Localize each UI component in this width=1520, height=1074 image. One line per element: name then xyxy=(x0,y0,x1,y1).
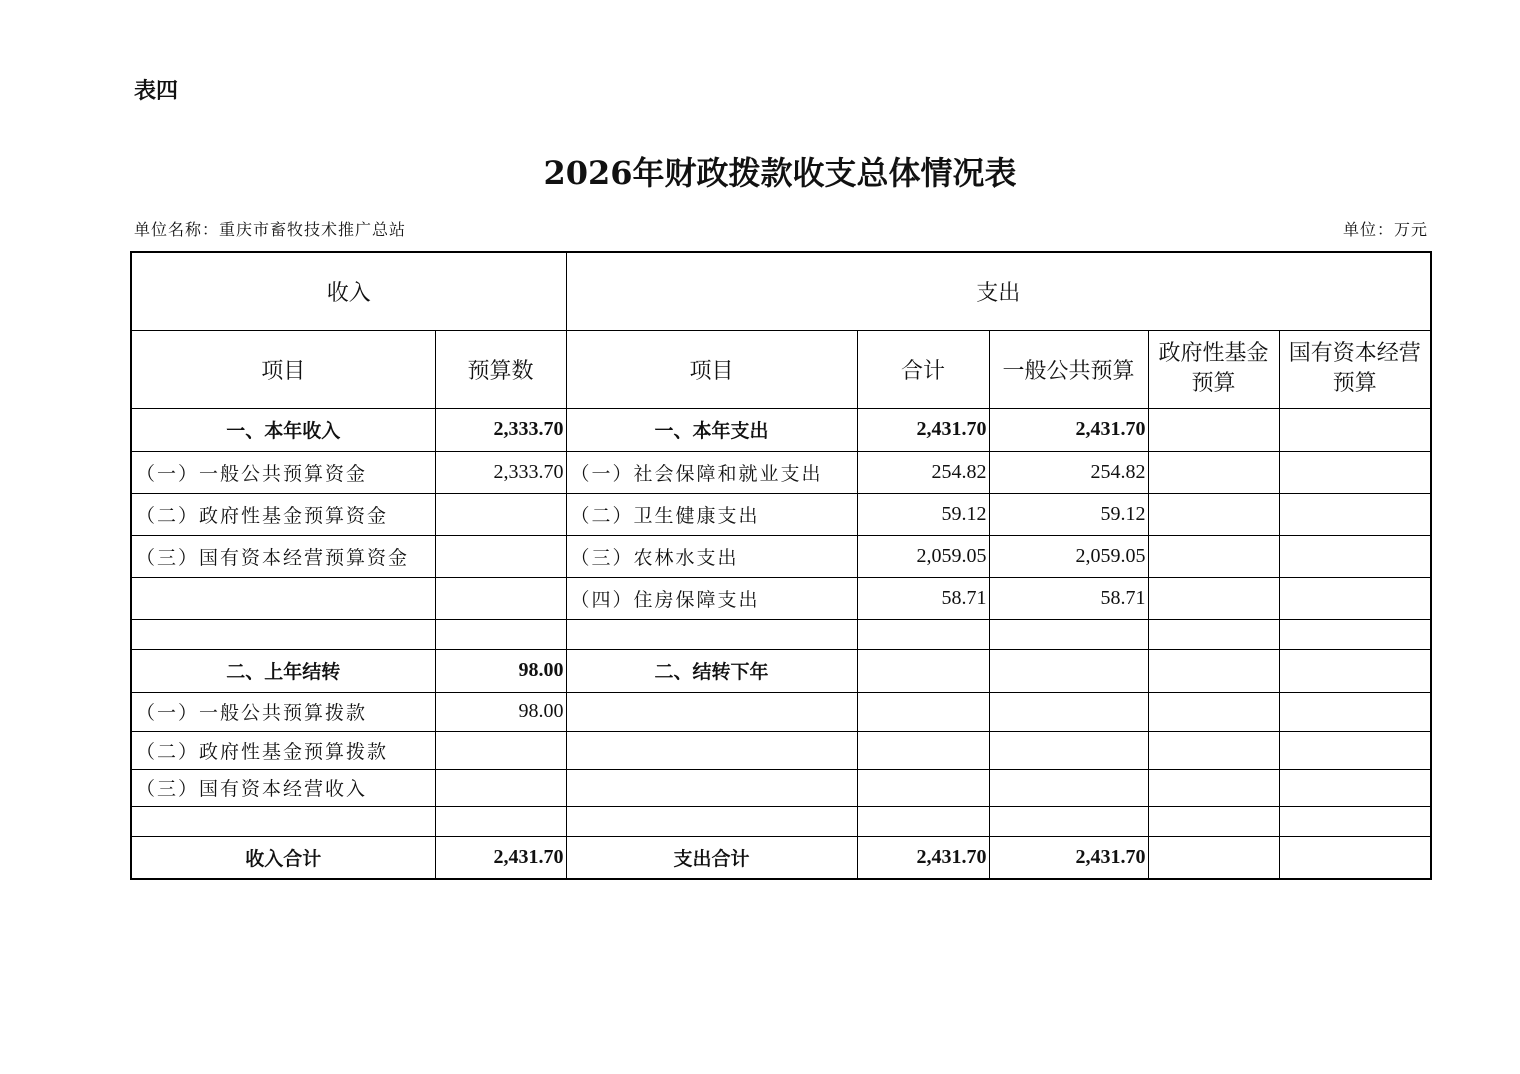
general-budget-cell xyxy=(989,769,1148,806)
total-cell: 58.71 xyxy=(857,577,989,619)
table-row xyxy=(131,408,1431,451)
income-budget-cell: 98.00 xyxy=(435,649,566,692)
gov-fund-budget-cell xyxy=(1148,493,1279,535)
income-budget-cell xyxy=(435,493,566,535)
total-cell xyxy=(857,692,989,731)
expense-item-cell: 支出合计 xyxy=(566,836,857,879)
general-budget-cell xyxy=(989,806,1148,836)
income-item-cell xyxy=(131,577,435,619)
table-row xyxy=(131,806,1431,836)
total-cell: 59.12 xyxy=(857,493,989,535)
general-budget-cell: 58.71 xyxy=(989,577,1148,619)
table-row xyxy=(131,535,1431,577)
expense-item-cell xyxy=(566,806,857,836)
gov-fund-budget-cell xyxy=(1148,619,1279,649)
expense-item-cell: （四）住房保障支出 xyxy=(566,577,857,619)
budget-table xyxy=(130,251,1432,880)
general-budget-cell: 2,059.05 xyxy=(989,535,1148,577)
gov-fund-budget-cell xyxy=(1148,451,1279,493)
table-row xyxy=(131,577,1431,619)
income-budget-cell: 2,333.70 xyxy=(435,451,566,493)
col-general-budget: 一般公共预算 xyxy=(989,330,1148,408)
total-cell xyxy=(857,769,989,806)
income-budget-cell: 2,431.70 xyxy=(435,836,566,879)
income-item-cell: （三）国有资本经营预算资金 xyxy=(131,535,435,577)
total-cell: 2,431.70 xyxy=(857,836,989,879)
col-expense-item: 项目 xyxy=(566,330,857,408)
state-capital-budget-cell xyxy=(1279,769,1431,806)
expense-header: 支出 xyxy=(566,252,1431,330)
total-cell: 2,431.70 xyxy=(857,408,989,451)
general-budget-cell: 59.12 xyxy=(989,493,1148,535)
gov-fund-budget-cell xyxy=(1148,769,1279,806)
state-capital-budget-cell xyxy=(1279,408,1431,451)
income-budget-cell: 98.00 xyxy=(435,692,566,731)
header-row-top xyxy=(131,252,1431,330)
total-cell: 254.82 xyxy=(857,451,989,493)
income-budget-cell xyxy=(435,769,566,806)
table-number-label: 表四 xyxy=(134,79,179,104)
state-capital-budget-cell xyxy=(1279,493,1431,535)
gov-fund-budget-cell xyxy=(1148,731,1279,769)
total-cell xyxy=(857,731,989,769)
table-row xyxy=(131,451,1431,493)
currency-unit-label: 单位：万元 xyxy=(1342,220,1428,239)
general-budget-cell: 2,431.70 xyxy=(989,836,1148,879)
expense-item-cell: （二）卫生健康支出 xyxy=(566,493,857,535)
state-capital-budget-cell xyxy=(1279,619,1431,649)
header-row-columns xyxy=(131,330,1431,408)
state-capital-budget-cell xyxy=(1279,806,1431,836)
general-budget-cell xyxy=(989,619,1148,649)
gov-fund-budget-cell xyxy=(1148,806,1279,836)
state-capital-budget-cell xyxy=(1279,577,1431,619)
general-budget-cell: 2,431.70 xyxy=(989,408,1148,451)
col-state-capital-budget: 国有资本经营预算 xyxy=(1279,330,1431,408)
gov-fund-budget-cell xyxy=(1148,408,1279,451)
income-budget-cell xyxy=(435,806,566,836)
income-item-cell: （三）国有资本经营收入 xyxy=(131,769,435,806)
total-cell xyxy=(857,619,989,649)
table-row xyxy=(131,493,1431,535)
total-cell xyxy=(857,806,989,836)
table-row xyxy=(131,619,1431,649)
state-capital-budget-cell xyxy=(1279,692,1431,731)
general-budget-cell xyxy=(989,692,1148,731)
expense-item-cell xyxy=(566,731,857,769)
expense-item-cell xyxy=(566,769,857,806)
expense-item-cell: 一、本年支出 xyxy=(566,408,857,451)
income-budget-cell xyxy=(435,535,566,577)
gov-fund-budget-cell xyxy=(1148,577,1279,619)
income-budget-cell xyxy=(435,619,566,649)
income-item-cell: （一）一般公共预算资金 xyxy=(131,451,435,493)
state-capital-budget-cell xyxy=(1279,731,1431,769)
expense-item-cell xyxy=(566,619,857,649)
table-row xyxy=(131,692,1431,731)
gov-fund-budget-cell xyxy=(1148,535,1279,577)
gov-fund-budget-cell xyxy=(1148,836,1279,879)
general-budget-cell: 254.82 xyxy=(989,451,1148,493)
general-budget-cell xyxy=(989,731,1148,769)
col-income-budget: 预算数 xyxy=(435,330,566,408)
income-header: 收入 xyxy=(131,252,566,330)
state-capital-budget-cell xyxy=(1279,535,1431,577)
table-row xyxy=(131,836,1431,879)
expense-item-cell xyxy=(566,692,857,731)
income-budget-cell xyxy=(435,731,566,769)
total-cell xyxy=(857,649,989,692)
income-budget-cell xyxy=(435,577,566,619)
income-item-cell xyxy=(131,619,435,649)
col-total: 合计 xyxy=(857,330,989,408)
state-capital-budget-cell xyxy=(1279,836,1431,879)
income-item-cell: （二）政府性基金预算资金 xyxy=(131,493,435,535)
gov-fund-budget-cell xyxy=(1148,649,1279,692)
general-budget-cell xyxy=(989,649,1148,692)
state-capital-budget-cell xyxy=(1279,649,1431,692)
income-item-cell: 收入合计 xyxy=(131,836,435,879)
state-capital-budget-cell xyxy=(1279,451,1431,493)
total-cell: 2,059.05 xyxy=(857,535,989,577)
expense-item-cell: （三）农林水支出 xyxy=(566,535,857,577)
income-item-cell: 二、上年结转 xyxy=(131,649,435,692)
income-item-cell xyxy=(131,806,435,836)
gov-fund-budget-cell xyxy=(1148,692,1279,731)
table-row xyxy=(131,649,1431,692)
table-row xyxy=(131,731,1431,769)
income-item-cell: （一）一般公共预算拨款 xyxy=(131,692,435,731)
income-item-cell: 一、本年收入 xyxy=(131,408,435,451)
col-income-item: 项目 xyxy=(131,330,435,408)
expense-item-cell: 二、结转下年 xyxy=(566,649,857,692)
page-title: 2026年财政拨款收支总体情况表 xyxy=(543,154,1017,192)
col-gov-fund-budget: 政府性基金预算 xyxy=(1148,330,1279,408)
income-item-cell: （二）政府性基金预算拨款 xyxy=(131,731,435,769)
expense-item-cell: （一）社会保障和就业支出 xyxy=(566,451,857,493)
income-budget-cell: 2,333.70 xyxy=(435,408,566,451)
unit-name-label: 单位名称：重庆市畜牧技术推广总站 xyxy=(134,220,407,239)
table-row xyxy=(131,769,1431,806)
